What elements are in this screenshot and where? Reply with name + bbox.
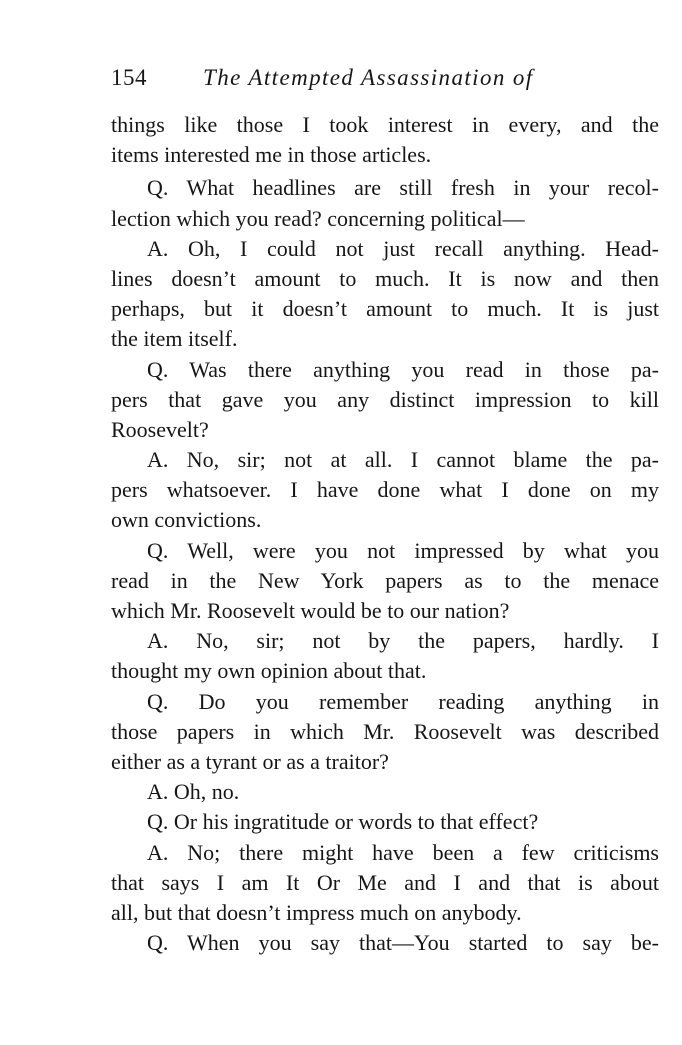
text-line: pers that gave you any distinct impression to kill (111, 386, 659, 412)
text-line: pers whatsoever. I have done what I done on my (111, 477, 659, 503)
page-number: 154 (111, 65, 147, 90)
question-line: Q. Well, were you not impressed by what you (147, 537, 659, 563)
text-line: things like those I took interest in every, and the (111, 112, 659, 137)
question-line: Q. Do you remember reading anything in (147, 688, 659, 714)
question-line: Q. What headlines are still fresh in your recol- (147, 175, 659, 201)
text-line: either as a tyrant or as a traitor? (111, 748, 389, 774)
answer-line: A. Oh, no. (147, 779, 240, 805)
running-title: The Attempted Assassination of (203, 65, 534, 90)
text-line: own convictions. (111, 507, 262, 533)
text-line: thought my own opinion about that. (111, 658, 427, 684)
text-line: lines doesn’t amount to much. It is now and then (111, 265, 659, 291)
text-line: items interested me in those articles. (111, 142, 432, 168)
question-line: Q. When you say that—You started to say be- (147, 930, 659, 956)
question-line: Q. Was there anything you read in those pa- (147, 356, 659, 382)
text-line: Roosevelt? (111, 416, 209, 442)
page-header (111, 62, 581, 94)
text-line: read in the New York papers as to the menace (111, 567, 659, 593)
text-line: which Mr. Roosevelt would be to our nation? (111, 598, 510, 623)
text-line: lection which you read? concerning political— (111, 205, 525, 231)
answer-line: A. No, sir; not at all. I cannot blame the pa- (147, 447, 659, 473)
text-line: all, but that doesn’t impress much on anybody. (111, 899, 522, 925)
text-line: those papers in which Mr. Roosevelt was described (111, 718, 659, 744)
body-text (111, 110, 659, 958)
text-line: perhaps, but it doesn’t amount to much. It is just (111, 296, 659, 322)
text-line: that says I am It Or Me and I and that is about (111, 869, 659, 895)
text-line: the item itself. (111, 326, 238, 352)
question-line: Q. Or his ingratitude or words to that effect? (147, 809, 539, 835)
answer-line: A. Oh, I could not just recall anything. Head- (147, 235, 659, 261)
answer-line: A. No; there might have been a few criticisms (147, 839, 659, 865)
answer-line: A. No, sir; not by the papers, hardly. I (147, 628, 659, 654)
